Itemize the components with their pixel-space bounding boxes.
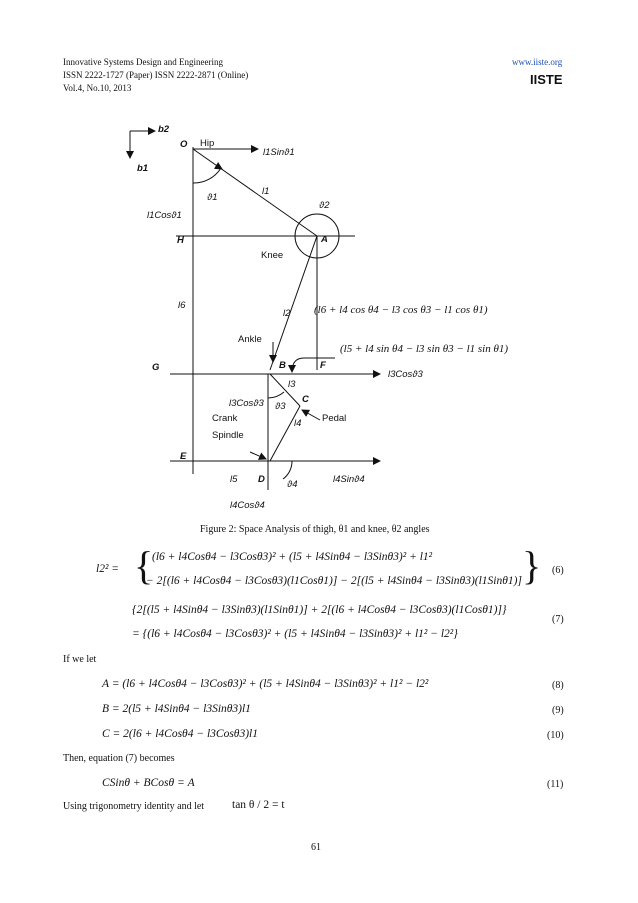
eq8-number: (8) (552, 680, 564, 691)
label-O: O (180, 139, 188, 150)
label-l1cos: l1Cosϑ1 (147, 210, 182, 221)
eq6-line-1: (l6 + l4Cosθ4 − l3Cosθ3)² + (l5 + l4Sinθ4 − l3Sinθ3)² + l1² (152, 551, 433, 563)
pedal-pointer (302, 410, 320, 420)
eq6-brace-right: } (522, 543, 542, 588)
label-knee: Knee (261, 250, 284, 261)
trig-identity-text: Using trigonometry identity and let (63, 801, 205, 812)
trig-identity-expression: tan θ / 2 = t (232, 799, 285, 811)
label-G: G (152, 362, 160, 373)
issn-line: ISSN 2222-1727 (Paper) ISSN 2222-2871 (Online) (63, 70, 249, 80)
label-l5: l5 (230, 474, 238, 485)
label-C: C (302, 394, 309, 405)
label-l6: l6 (178, 300, 186, 311)
label-theta4: ϑ4 (287, 479, 298, 490)
label-l4sin: l4Sinϑ4 (333, 474, 365, 485)
foot-segment-cd (270, 406, 300, 461)
eq6-line-2: − 2[(l6 + l4Cosθ4 − l3Cosθ3)(l1Cosθ1)] − 2[(l5 + l4Sinθ4 − l3Sinθ3)(l1Sinθ1)] (146, 575, 522, 587)
label-E: E (180, 451, 187, 462)
label-crank: Crank (212, 413, 238, 424)
volume-line: Vol.4, No.10, 2013 (63, 83, 132, 93)
eq7-line-2: = {(l6 + l4Cosθ4 − l3Cosθ3)² + (l5 + l4Sinθ4 − l3Sinθ3)² + l1² − l2²} (132, 628, 458, 640)
formula-1: (l6 + l4 cos θ4 − l3 cos θ3 − l1 cos θ1) (314, 304, 488, 316)
label-l2: l2 (283, 308, 291, 319)
eq6-brace-left: { (134, 543, 154, 588)
label-B: B (279, 360, 286, 371)
label-l4: l4 (294, 418, 302, 429)
label-l3cos-right: l3Cosϑ3 (388, 369, 423, 380)
label-F: F (320, 360, 326, 371)
eq6-number: (6) (552, 565, 564, 576)
theta1-arc (193, 168, 221, 183)
label-l1sin: l1Sinϑ1 (263, 147, 295, 158)
label-l4cos: l4Cosϑ4 (230, 500, 265, 511)
eq6-lhs: l2² = (96, 563, 120, 575)
label-H: H (177, 235, 184, 246)
if-we-let-text: If we let (63, 654, 97, 665)
eq11-number: (11) (547, 779, 564, 790)
theta4-arc (283, 461, 292, 479)
iiste-logo: IISTE (530, 72, 563, 87)
label-spindle: Spindle (212, 430, 244, 441)
label-l1: l1 (262, 186, 270, 197)
label-A: A (321, 234, 328, 245)
label-hip: Hip (200, 138, 215, 149)
journal-name: Innovative Systems Design and Engineering (63, 57, 223, 67)
label-b2: b2 (158, 124, 170, 135)
label-theta2: ϑ2 (319, 200, 330, 211)
spindle-pointer (250, 452, 266, 459)
eq10: C = 2(l6 + l4Cosθ4 − l3Cosθ3)l1 (102, 728, 258, 740)
figure-caption: Figure 2: Space Analysis of thigh, θ1 and knee, θ2 angles (200, 524, 430, 535)
eq9-number: (9) (552, 705, 564, 716)
eq9: B = 2(l5 + l4Sinθ4 − l3Sinθ3)l1 (102, 703, 251, 715)
f-arrow (292, 358, 335, 372)
journal-url-link[interactable]: www.iiste.org (512, 57, 563, 67)
label-pedal: Pedal (322, 413, 347, 424)
label-l3: l3 (288, 379, 296, 390)
label-ankle: Ankle (238, 334, 262, 345)
eq7-number: (7) (552, 614, 564, 625)
eq8: A = (l6 + l4Cosθ4 − l3Cosθ3)² + (l5 + l4Sinθ4 − l3Sinθ3)² + l1² − l2² (102, 678, 429, 690)
label-l3cos-left: l3Cosϑ3 (229, 398, 264, 409)
page-number: 61 (311, 842, 321, 853)
label-D: D (258, 474, 265, 485)
label-theta3: ϑ3 (275, 401, 286, 412)
theta3-arc (268, 392, 284, 398)
formula-2: (l5 + l4 sin θ4 − l3 sin θ3 − l1 sin θ1) (340, 343, 509, 355)
eq7-line-1: {2[(l5 + l4Sinθ4 − l3Sinθ3)(l1Sinθ1)] + 2[(l6 + l4Cosθ4 − l3Cosθ3)(l1Cosθ1)]} (132, 604, 507, 616)
then-text: Then, equation (7) becomes (63, 753, 175, 764)
eq10-number: (10) (547, 730, 564, 741)
eq11: CSinθ + BCosθ = A (102, 777, 195, 789)
label-b1: b1 (137, 163, 149, 174)
label-theta1: ϑ1 (207, 192, 218, 203)
